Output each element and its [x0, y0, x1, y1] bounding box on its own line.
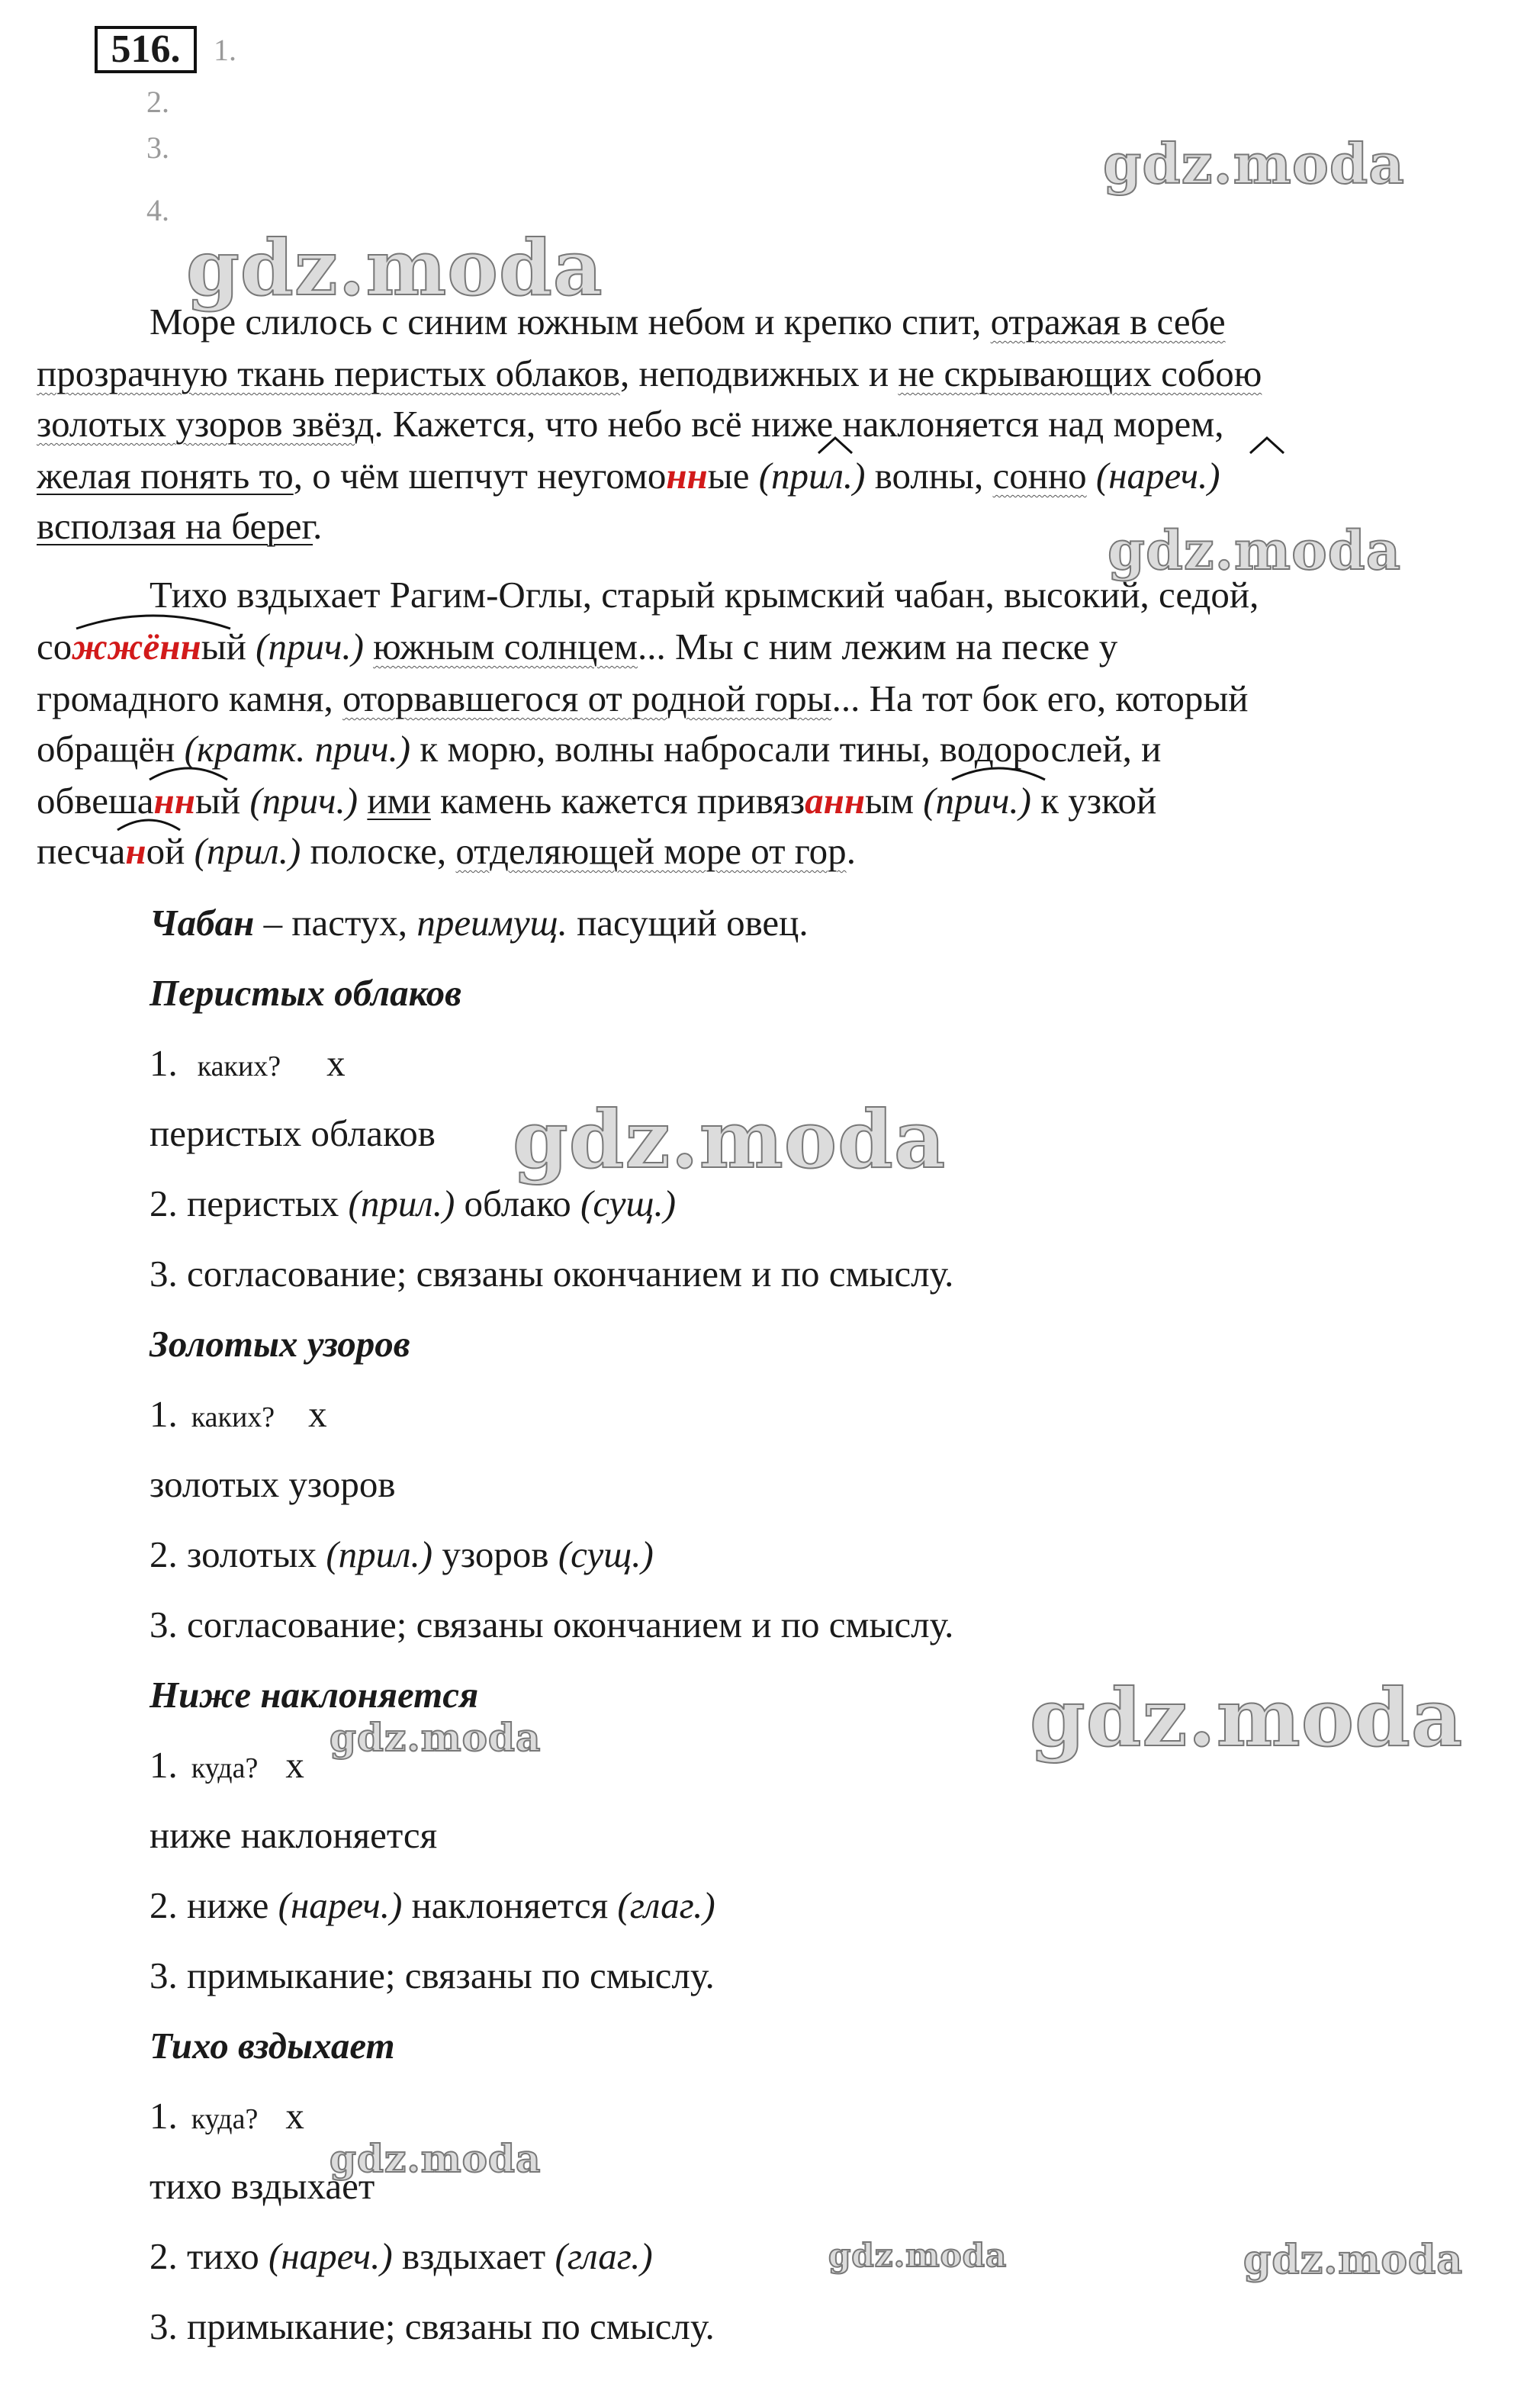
section-title: Перистых облаков [149, 972, 461, 1014]
parts-of-speech: 2. ниже (нареч.) наклоняется (глаг.) [149, 1884, 715, 1926]
question-row: 1. куда? x [149, 1744, 304, 1786]
watermark: gdz.moda [513, 1092, 947, 1186]
phrase: перистых облаков [149, 1112, 436, 1154]
suffix-mark-icon [949, 760, 1048, 781]
watermark: gdz.moda [1030, 1671, 1464, 1765]
watermark: gdz.moda [330, 1715, 542, 1760]
paragraph-line: Море слилось с синим южным небом и крепко спит, отражая в себе [149, 301, 1226, 343]
watermark: gdz.moda [1103, 131, 1405, 196]
step-number: 4. [146, 193, 169, 227]
paragraph-line: обвешанный (прич.) ими камень кажется привязанным (прич.) к узкой [37, 780, 1157, 822]
paragraph-line: всползая на берег. [37, 505, 323, 547]
paragraph-line: золотых узоров звёзд. Кажется, что небо всё ниже наклоняется над морем, [37, 403, 1224, 445]
phrase: золотых узоров [149, 1463, 396, 1505]
question-row: 1. куда? x [149, 2095, 304, 2137]
phrase: тихо вздыхает [149, 2165, 375, 2207]
exercise-number: 516. [95, 26, 197, 73]
parts-of-speech: 2. тихо (нареч.) вздыхает (глаг.) [149, 2235, 653, 2277]
paragraph-line: громадного камня, оторвавшегося от родной горы... На тот бок его, который [37, 677, 1249, 719]
watermark: gdz.moda [186, 223, 603, 313]
relation: 3. примыкание; связаны по смыслу. [149, 2305, 715, 2347]
paragraph-line: песчаной (прил.) полоске, отделяющей море от гор. [37, 830, 856, 872]
suffix-mark-icon [114, 812, 183, 832]
phrase: ниже наклоняется [149, 1814, 438, 1856]
section-title: Ниже наклоняется [149, 1674, 479, 1716]
watermark: gdz.moda [1108, 519, 1402, 582]
definition: Чабан – пастух, преимущ. пасущий овец. [149, 902, 809, 944]
suffix-mark-icon [1248, 435, 1286, 455]
suffix-mark-icon [146, 760, 230, 781]
parts-of-speech: 2. золотых (прил.) узоров (сущ.) [149, 1533, 654, 1575]
relation: 3. примыкание; связаны по смыслу. [149, 1954, 715, 1996]
step-number: 3. [146, 130, 169, 165]
section-title: Тихо вздыхает [149, 2025, 395, 2067]
watermark: gdz.moda [828, 2237, 1008, 2274]
paragraph-line: сожжённый (прич.) южным солнцем... Мы с ним лежим на песке у [37, 626, 1118, 668]
suffix-mark-icon [73, 607, 233, 630]
paragraph-line: Тихо вздыхает Рагим-Оглы, старый крымский чабан, высокий, седой, [149, 574, 1259, 616]
paragraph-line: желая понять то, о чём шепчут неугомонные (прил.) волны, сонно (нареч.) [37, 455, 1220, 497]
paragraph-line: прозрачную ткань перистых облаков, неподвижных и не скрывающих собою [37, 352, 1262, 394]
watermark: gdz.moda [330, 2136, 542, 2181]
section-title: Золотых узоров [149, 1323, 410, 1365]
step-number: 2. [146, 85, 169, 119]
suffix-mark-icon [816, 435, 854, 455]
question-row: 1. каких? x [149, 1042, 346, 1084]
relation: 3. согласование; связаны окончанием и по смыслу. [149, 1604, 954, 1645]
parts-of-speech: 2. перистых (прил.) облако (сущ.) [149, 1182, 677, 1224]
watermark: gdz.moda [1243, 2237, 1464, 2283]
paragraph-line: обращён (кратк. прич.) к морю, волны набросали тины, водорослей, и [37, 728, 1162, 770]
relation: 3. согласование; связаны окончанием и по смыслу. [149, 1253, 954, 1295]
step-number: 1. [214, 33, 236, 67]
question-row: 1. каких? x [149, 1393, 327, 1435]
